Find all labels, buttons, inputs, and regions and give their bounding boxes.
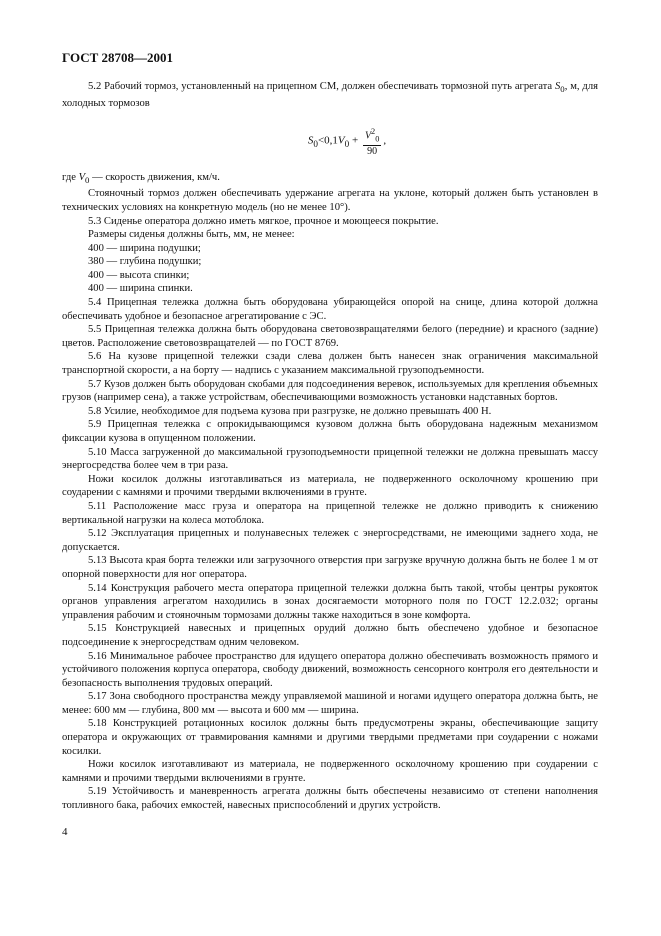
paragraph: Размеры сиденья должны быть, мм, не менее: (88, 229, 295, 241)
paragraph: 5.10 Масса загруженной до максимальной грузоподъемности прицепной тележки не должна превышать массу энергосредства более чем в три раза. (62, 446, 598, 472)
paragraph: 5.15 Конструкцией навесных и прицепных орудий должно быть обеспечено удобное и безопасное подсоединение к энергосредствам одним человеком. (62, 623, 598, 648)
paragraph: 5.9 Прицепная тележка с опрокидывающимся кузовом должна быть оборудована надежным механизмом фиксации кузова в опущенном положении. (62, 419, 598, 445)
paragraph: Ножи косилок изготавливают из материала, не подверженного осколочному крошению при соударении с камнями и прочими твердыми включениями в грунте. (62, 759, 598, 784)
paragraph: 5.16 Минимальное рабочее пространство для идущего оператора должно обеспечивать возможность прямого и устойчивого положения корпуса оператора, свободу движений, возможность сенсорного контроля его деятельности и безопасность выполнения трудовых операций. (62, 650, 598, 689)
formula-where: где $V_0$ — скорость движения, км/ч. (62, 171, 220, 185)
paragraph: 5.18 Конструкцией ротационных косилок должны быть предусмотрены экраны, обеспечивающие защиту оператора и окружающих от травмирования камнями и другими твердыми предметами при соударении с ножами косилки. (62, 718, 598, 757)
formula-fraction: $\frac{V^2_0}{90}$ (364, 127, 380, 157)
paragraph: 5.6 На кузове прицепной тележки сзади слева должен быть нанесен знак ограничения максимальной транспортной скорости, а на борту — надпись с указанием максимальной грузоподъемности. (62, 351, 598, 377)
paragraph: 5.5 Прицепная тележка должна быть оборудована световозвращателями белого (передние) и красного (задние) цветов. Расположение световозвращателей — по ГОСТ 8769. (62, 324, 598, 349)
paragraph: 5.13 Высота края борта тележки или загрузочного отверстия при загрузке вручную должна быть не более 1 м от опорной поверхности для ног оператора. (62, 555, 598, 580)
paragraph: 5.3 Сиденье оператора должно иметь мягкое, прочное и моющееся покрытие. (88, 215, 439, 227)
paragraph: 5.12 Эксплуатация прицепных и полунавесных тележек с энергосредствами, не имеющими заднего хода, не допускается. (62, 528, 598, 553)
paragraph: 400 — ширина спинки. (88, 283, 193, 295)
paragraph: 5.19 Устойчивость и маневренность агрегата должны быть обеспечены независимо от степени наполнения топливного бака, рабочих емкостей, навесных приспособлений и других устройств. (62, 786, 598, 812)
paragraph-5-2: 5.2 Рабочий тормоз, установленный на прицепном СМ, должен обеспечивать тормозной путь агрегата $S_0$, м, для холодных тормозов (62, 81, 598, 109)
paragraph: 5.7 Кузов должен быть оборудован скобами для подсоединения веревок, используемых для крепления объемных грузов (например сена), а также устройствам, обеспечивающими возможность установки надставных бортов. (62, 378, 598, 404)
paragraph: 5.8 Усилие, необходимое для подъема кузова при разгрузке, не должно превышать 400 Н. (88, 405, 492, 417)
paragraph: 5.17 Зона свободного пространства между управляемой машиной и ногами идущего оператора должна быть, не менее: 600 мм — глубина, 800 мм — высота и 600 мм — ширина. (62, 691, 598, 716)
paragraph: 380 — глубина подушки; (88, 256, 202, 268)
paragraph: 5.11 Расположение масс груза и оператора на прицепной тележке не должно приводить к снижению вертикальной нагрузки на колеса мотоблока. (62, 500, 598, 526)
paragraph: 400 — ширина подушки; (88, 242, 201, 254)
paragraph: 5.14 Конструкция рабочего места оператора прицепной тележки должна быть такой, чтобы центры рукояток органов управления агрегатом находились в зонах досягаемости моторного поля по ГОСТ 12.2.032; органы управления рабочим и стояночным тормозами должны также находиться в зоне комфорта. (62, 582, 598, 621)
braking-formula: $S_0<0,1V_0$ + $\frac{V^2_0}{90}$ , (307, 127, 387, 157)
document-header: ГОСТ 28708—2001 (62, 50, 174, 65)
paragraph: Стояночный тормоз должен обеспечивать удержание агрегата на уклоне, который должен быть установлен в технических условиях на конкретную модель (но не менее 10°). (62, 188, 598, 213)
page-number: 4 (62, 826, 68, 838)
paragraph: Ножи косилок должны изготавливаться из материала, не подверженного осколочному крошению при соударении с камнями и прочими твердыми включениями в грунте. (62, 473, 598, 499)
paragraph: 5.4 Прицепная тележка должна быть оборудована убирающейся опорой на снице, длина которой должна обеспечивать удобное и безопасное агрегатирование с ЭС. (62, 297, 598, 322)
document-body (62, 80, 598, 813)
paragraph-list (62, 187, 598, 812)
paragraph: 400 — высота спинки; (88, 269, 190, 281)
